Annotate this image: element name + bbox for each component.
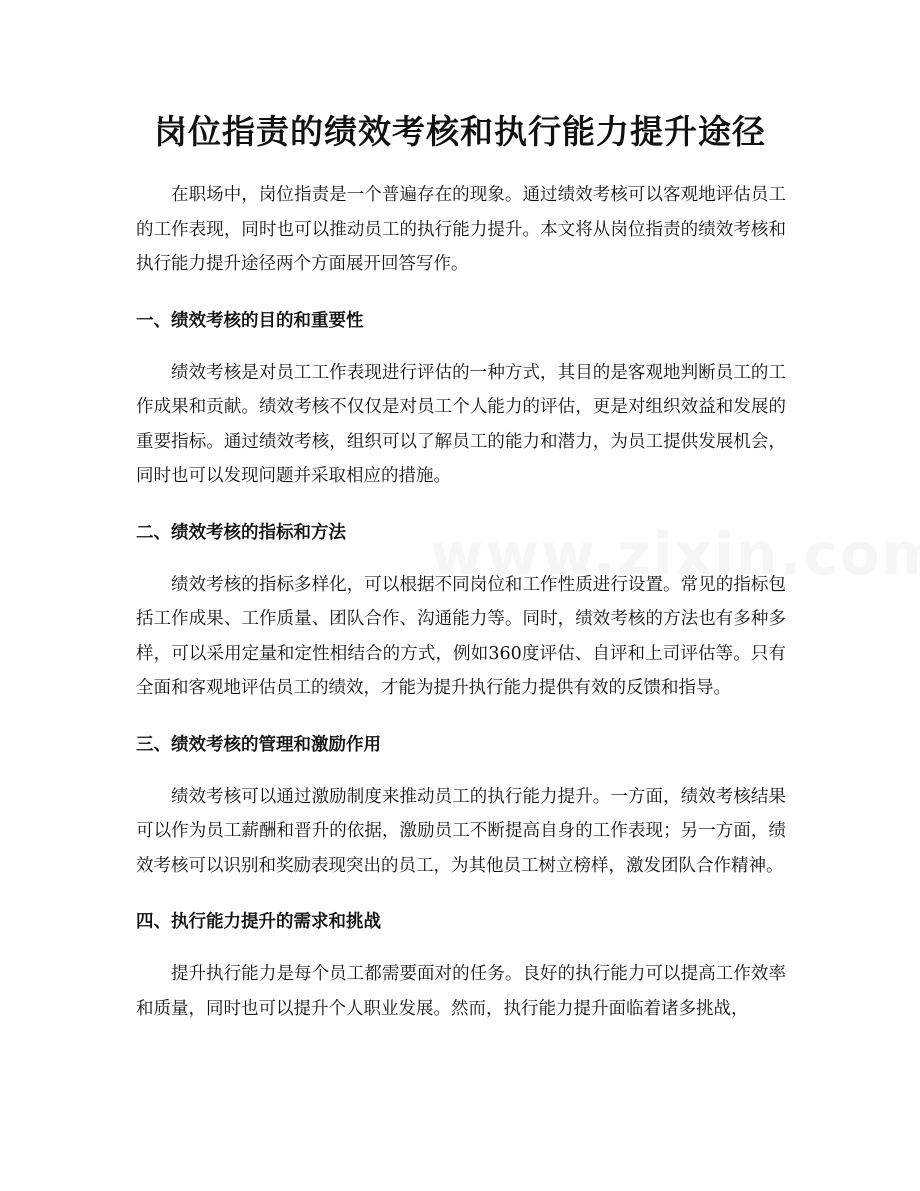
document-body [136,178,786,1026]
document-title: 岗位指责的绩效考核和执行能力提升途径 [154,112,766,151]
section-heading-1: 一、绩效考核的目的和重要性 [136,310,364,331]
section-body-2: 绩效考核的指标多样化，可以根据不同岗位和工作性质进行设置。常见的指标包括工作成果、工作质量、团队合作、沟通能力等。同时，绩效考核的方法也有多种多样，可以采用定量和定性相结合的方式，例如360度评估、自评和上司评估等。只有全面和客观地评估员工的绩效，才能为提升执行能力提供有效的反馈和指导。 [136,574,786,698]
intro-paragraph: 在职场中，岗位指责是一个普遍存在的现象。通过绩效考核可以客观地评估员工的工作表现，同时也可以推动员工的执行能力提升。本文将从岗位指责的绩效考核和执行能力提升途径两个方面展开回答写作。 [136,185,786,274]
section-body-4: 提升执行能力是每个员工都需要面对的任务。良好的执行能力可以提高工作效率和质量，同时也可以提升个人职业发展。然而，执行能力提升面临着诸多挑战， [136,964,786,1019]
section-body-3: 绩效考核可以通过激励制度来推动员工的执行能力提升。一方面，绩效考核结果可以作为员工薪酬和晋升的依据，激励员工不断提高自身的工作表现；另一方面，绩效考核可以识别和奖励表现突出的员工，为其他员工树立榜样，激发团队合作精神。 [136,786,786,876]
section-heading-2: 二、绩效考核的指标和方法 [136,522,346,543]
section-body-1: 绩效考核是对员工工作表现进行评估的一种方式，其目的是客观地判断员工的工作成果和贡献。绩效考核不仅仅是对员工个人能力的评估，更是对组织效益和发展的重要指标。通过绩效考核，组织可以了解员工的能力和潜力，为员工提供发展机会，同时也可以发现问题并采取相应的措施。 [136,362,786,486]
section-heading-4: 四、执行能力提升的需求和挑战 [136,912,381,932]
section-heading-3: 三、绩效考核的管理和激励作用 [136,734,381,755]
